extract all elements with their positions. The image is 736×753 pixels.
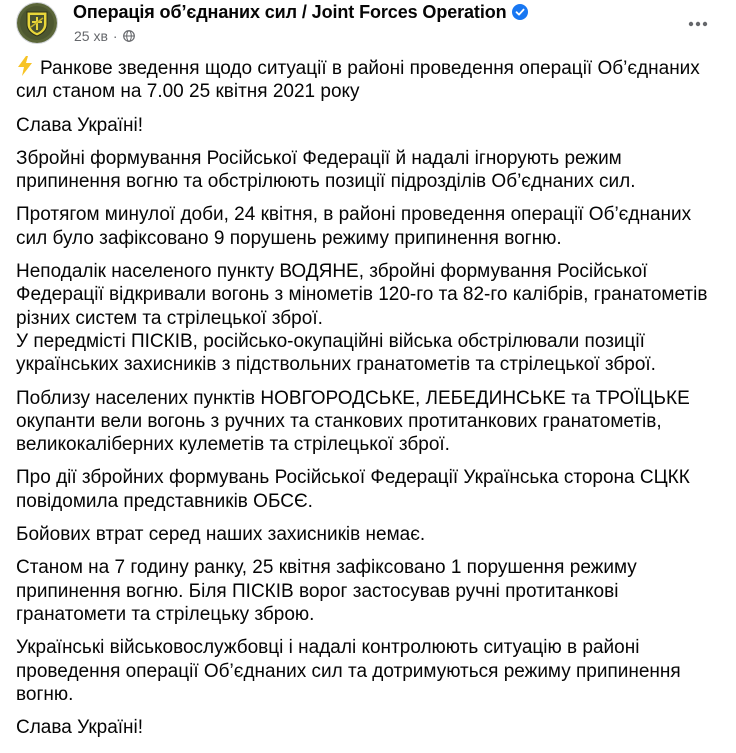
post-paragraph	[16, 523, 716, 546]
post-text-line: Про дії збройних формувань Російської Федерації Українська сторона СЦКК	[16, 467, 690, 489]
post-text-line: Слава Україні!	[16, 717, 144, 739]
post-text-line: Поблизу населених пунктів НОВГОРОДСЬКЕ, ЛЕБЕДИНСЬКЕ та ТРОЇЦЬКЕ	[16, 387, 690, 409]
page-avatar[interactable]	[16, 2, 58, 44]
post-text-line: припинення вогню. Біля ПІСКІВ ворог застосував ручні протитанкові	[16, 580, 619, 602]
more-horizontal-icon	[688, 21, 708, 27]
post-paragraph	[16, 56, 716, 104]
post-text-line: повідомила представників ОБСЄ.	[16, 490, 313, 512]
verified-badge-icon	[512, 4, 528, 20]
post-paragraph	[16, 114, 716, 137]
post-paragraph	[16, 716, 716, 739]
post-header	[14, 0, 722, 48]
post-text-line: окупанти вели вогонь з ручних та станкових протитанкових гранатометів,	[16, 410, 662, 432]
post-text-line: Протягом минулої доби, 24 квітня, в районі проведення операції Об’єднаних	[16, 204, 692, 226]
post-paragraph	[16, 203, 716, 250]
post-meta	[74, 27, 135, 45]
post-text-line: вогню.	[16, 683, 74, 705]
page-name-link[interactable]: Операція об’єднаних сил / Joint Forces Operation	[73, 1, 507, 22]
post-text-line: проведення операції Об’єднаних сил та дотримуються режиму припинення	[16, 660, 681, 682]
post-text-line: Федерації відкривали вогонь з мінометів 120-го та 82-го калібрів, гранатометів	[16, 284, 708, 306]
post-text-line: гранатомети та стрілецьку зброю.	[16, 603, 315, 625]
post-text-line: Ранкове зведення щодо ситуації в районі проведення операції Об’єднаних	[40, 58, 700, 79]
post-text-line: У передмісті ПІСКІВ, російсько-окупаційні війська обстрілювали позиції	[16, 330, 645, 352]
post-paragraph	[16, 147, 716, 194]
post-text-line: українських захисників з підствольних гранатометів та стрілецької зброї.	[16, 354, 656, 376]
page-name-row	[73, 0, 528, 24]
post-text-line: Українські військовослужбовці і надалі контролюють ситуацію в районі	[16, 637, 640, 659]
post-paragraph	[16, 260, 716, 376]
globe-icon[interactable]	[123, 30, 135, 42]
post-paragraph	[16, 556, 716, 626]
jfo-emblem-icon	[17, 3, 57, 43]
post-paragraph	[16, 387, 716, 457]
lightning-emoji-icon	[16, 56, 34, 76]
post-text-line: різних систем та стрілецької зброї.	[16, 307, 323, 329]
post-text-line: Неподалік населеного пункту ВОДЯНЕ, збройні формування Російської	[16, 261, 648, 283]
post-text-line: великокаліберних кулеметів та стрілецької зброї.	[16, 434, 450, 456]
post-text-line: сил було зафіксовано 9 порушень режиму припинення вогню.	[16, 227, 562, 249]
post-text-line: Слава Україні!	[16, 114, 144, 136]
post-paragraph	[16, 636, 716, 706]
post-text-line: сил станом на 7.00 25 квітня 2021 року	[16, 81, 360, 103]
post-text-line: Бойових втрат серед наших захисників немає.	[16, 524, 426, 546]
post-timestamp[interactable]: 25 хв	[74, 28, 108, 44]
post-text-line: припинення вогню та обстрілюють позиції підрозділів Об’єднаних сил.	[16, 171, 636, 193]
post-text-line: Збройні формування Російської Федерації й надалі ігнорують режим	[16, 147, 622, 169]
post-text-line: Станом на 7 годину ранку, 25 квітня зафіксовано 1 порушення режиму	[16, 557, 637, 579]
post-paragraph	[16, 466, 716, 513]
post-body	[16, 56, 716, 749]
more-options-button[interactable]	[680, 6, 716, 42]
meta-separator: ·	[112, 28, 118, 44]
